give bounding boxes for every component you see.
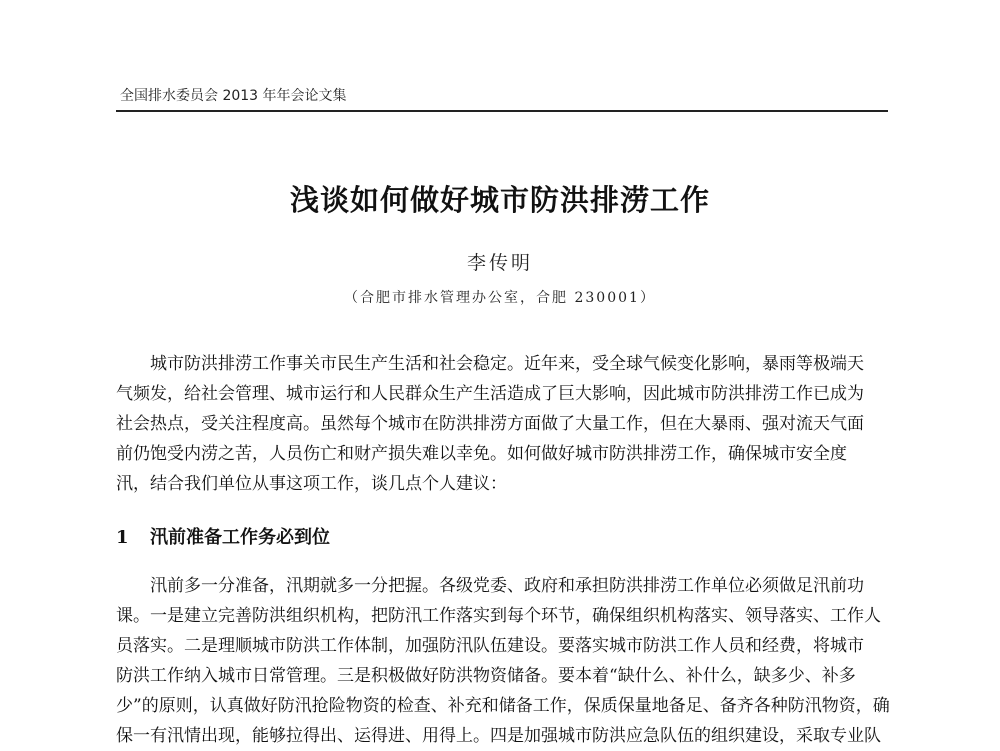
author-name: 李传明 bbox=[466, 252, 533, 274]
section-paragraph bbox=[116, 571, 888, 751]
paragraph-line: 员落实。二是理顺城市防洪工作体制，加强防汛队伍建设。要落实城市防洪工作人员和经费，将城市 bbox=[116, 636, 864, 656]
paragraph-line: 少”的原则，认真做好防汛抢险物资的检查、补充和储备工作，保质保量地备足、备齐各种防汛物资，确 bbox=[116, 696, 890, 716]
paragraph-line: 汛前多一分准备，汛期就多一分把握。各级党委、政府和承担防洪排涝工作单位必须做足汛前功 bbox=[116, 576, 864, 596]
paragraph-line: 课。一是建立完善防洪组织机构，把防汛工作落实到每个环节，确保组织机构落实、领导落实、工作人 bbox=[116, 606, 881, 626]
paragraph-line: 保一有汛情出现，能够拉得出、运得进、用得上。四是加强城市防洪应急队伍的组织建设，采取专业队 bbox=[116, 726, 881, 746]
intro-paragraph bbox=[116, 349, 888, 499]
section-heading bbox=[116, 523, 330, 549]
section-number: 1 bbox=[116, 527, 129, 548]
paragraph-line: 社会热点，受关注程度高。虽然每个城市在防洪排涝方面做了大量工作，但在大暴雨、强对流天气面 bbox=[116, 414, 864, 434]
paragraph-line: 汛，结合我们单位从事这项工作，谈几点个人建议： bbox=[116, 474, 507, 494]
running-header: 全国排水委员会 2013 年年会论文集 bbox=[120, 88, 347, 104]
section-title: 汛前准备工作务必到位 bbox=[150, 527, 330, 548]
paragraph-line: 前仍饱受内涝之苦，人员伤亡和财产损失难以幸免。如何做好城市防洪排涝工作，确保城市安全度 bbox=[116, 444, 847, 464]
paragraph-line: 城市防洪排涝工作事关市民生产生活和社会稳定。近年来，受全球气候变化影响，暴雨等极端天 bbox=[116, 354, 864, 374]
paragraph-line: 气频发，给社会管理、城市运行和人民群众生产生活造成了巨大影响，因此城市防洪排涝工作已成为 bbox=[116, 384, 864, 404]
author-affiliation: （合肥市排水管理办公室，合肥 230001） bbox=[344, 290, 656, 306]
header-rule bbox=[116, 110, 888, 112]
paragraph-line: 防洪工作纳入城市日常管理。三是积极做好防洪物资储备。要本着“缺什么、补什么，缺多少、补多 bbox=[116, 666, 856, 686]
article-title: 浅谈如何做好城市防洪排涝工作 bbox=[289, 183, 710, 217]
